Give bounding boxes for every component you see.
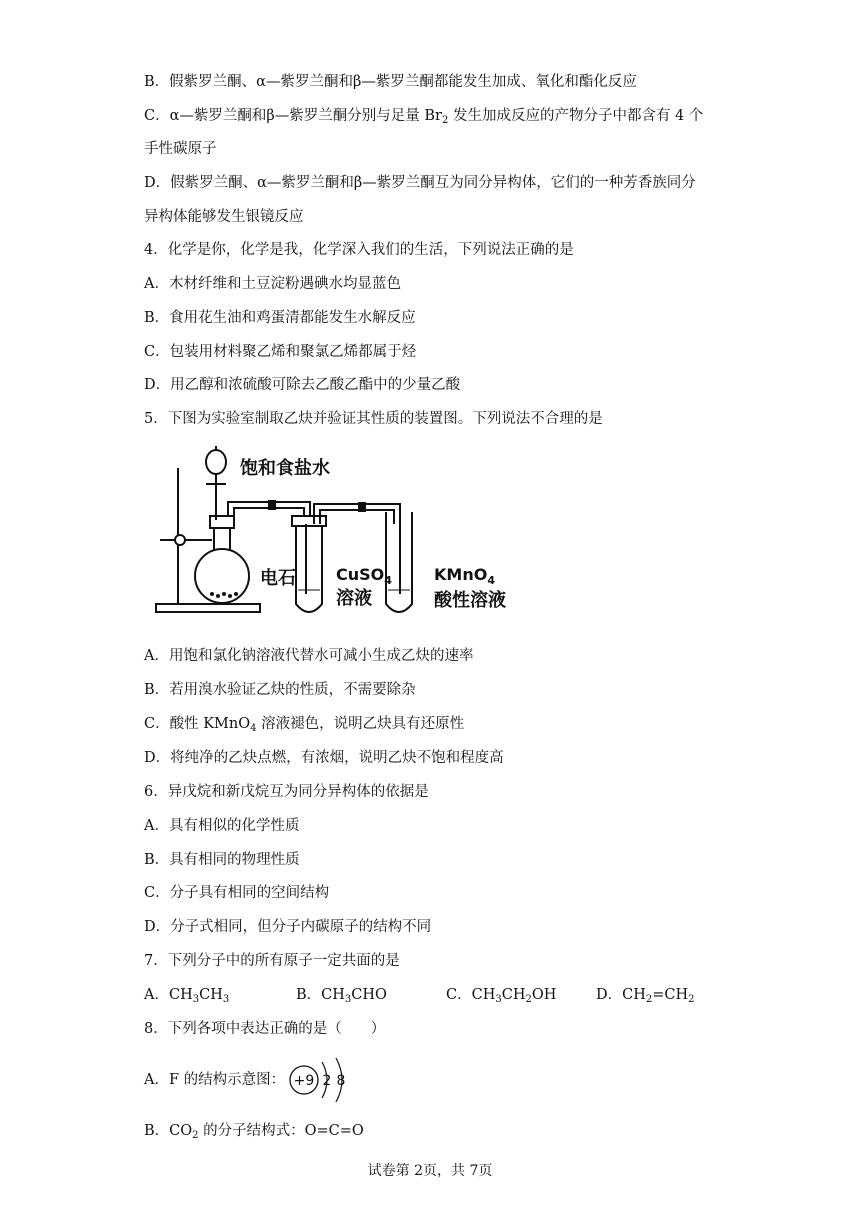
q6-option-a: A．具有相似的化学性质 [144,818,300,834]
nucleus-charge: +9 [293,1073,315,1089]
q7-option-d: D．$CH_2=CH_2$ [596,987,695,1005]
q4-option-d: D．用乙醇和浓硫酸可除去乙酸乙酯中的少量乙酸 [144,377,461,393]
shell-1-electrons: 2 [322,1073,332,1089]
round-bottom-flask [195,549,249,603]
q6-option-d: D．分子式相同，但分子内碳原子的结构不同 [144,919,432,935]
q6-option-b: B．具有相同的物理性质 [144,852,300,868]
q4-option-a: A．木材纤维和土豆淀粉遇碘水均显蓝色 [144,276,401,292]
q5-option-c: C．酸性 KMnO$_4$ 溶液褪色，说明乙炔具有还原性 [144,716,465,734]
label-kmno4: KMnO$_4$ [434,565,495,587]
q3-option-c-line2: 手性碳原子 [144,141,217,157]
q3-option-c-line1: C．α—紫罗兰酮和β—紫罗兰酮分别与足量 $Br_2$ 发生加成反应的产物分子中都含有 4 个 [144,108,704,126]
q5-option-a: A．用饱和氯化钠溶液代替水可减小生成乙炔的速率 [144,648,474,664]
q4-option-c: C．包装用材料聚乙烯和聚氯乙烯都属于烃 [144,344,417,360]
q6-option-c: C．分子具有相同的空间结构 [144,885,330,901]
q4-option-b: B．食用花生油和鸡蛋清都能发生水解反应 [144,310,416,326]
acetylene-apparatus-figure [150,444,530,620]
fluorine-atom-structure-diagram [286,1054,356,1106]
q7-stem: 7．下列分子中的所有原子一定共面的是 [144,953,400,969]
label-cuso4: CuSO$_4$ [336,565,392,587]
q5-option-b: B．若用溴水验证乙炔的性质，不需要除杂 [144,682,416,698]
q4-stem: 4．化学是你，化学是我，化学深入我们的生活，下列说法正确的是 [144,242,574,258]
label-calcium-carbide: 电石 [260,568,296,589]
q5-stem: 5．下图为实验室制取乙炔并验证其性质的装置图。下列说法不合理的是 [144,411,603,427]
q8-stem: 8．下列各项中表达正确的是（ ） [144,1021,386,1037]
label-cuso4-solution: 溶液 [336,588,372,609]
page-footer: 试卷第 2页，共 7页 [367,1163,493,1179]
q3-option-d-line2: 异构体能够发生银镜反应 [144,209,304,225]
test-tube-cuso4 [296,524,322,612]
shell-2-electrons: 8 [336,1073,346,1089]
q6-stem: 6．异戊烷和新戊烷互为同分异构体的依据是 [144,784,429,800]
q3-option-d-line1: D．假紫罗兰酮、α—紫罗兰酮和β—紫罗兰酮互为同分异构体，它们的一种芳香族同分 [144,175,696,191]
q7-option-c: C．$CH_3CH_2OH$ [446,987,557,1005]
q3-option-b: B．假紫罗兰酮、α—紫罗兰酮和β—紫罗兰酮都能发生加成、氧化和酯化反应 [144,74,637,90]
label-saturated-brine: 饱和食盐水 [240,458,330,479]
q7-option-a: A．$CH_3CH_3$ [144,987,230,1005]
label-acidic-solution: 酸性溶液 [434,590,506,611]
q8-option-a: A．F 的结构示意图： [144,1072,286,1088]
stand-base [156,604,260,612]
q7-option-b: B．$CH_3CHO$ [296,987,387,1005]
q5-option-d: D．将纯净的乙炔点燃，有浓烟，说明乙炔不饱和程度高 [144,750,504,766]
q8-option-b: B．$CO_2$ 的分子结构式：O=C=O [144,1123,364,1141]
